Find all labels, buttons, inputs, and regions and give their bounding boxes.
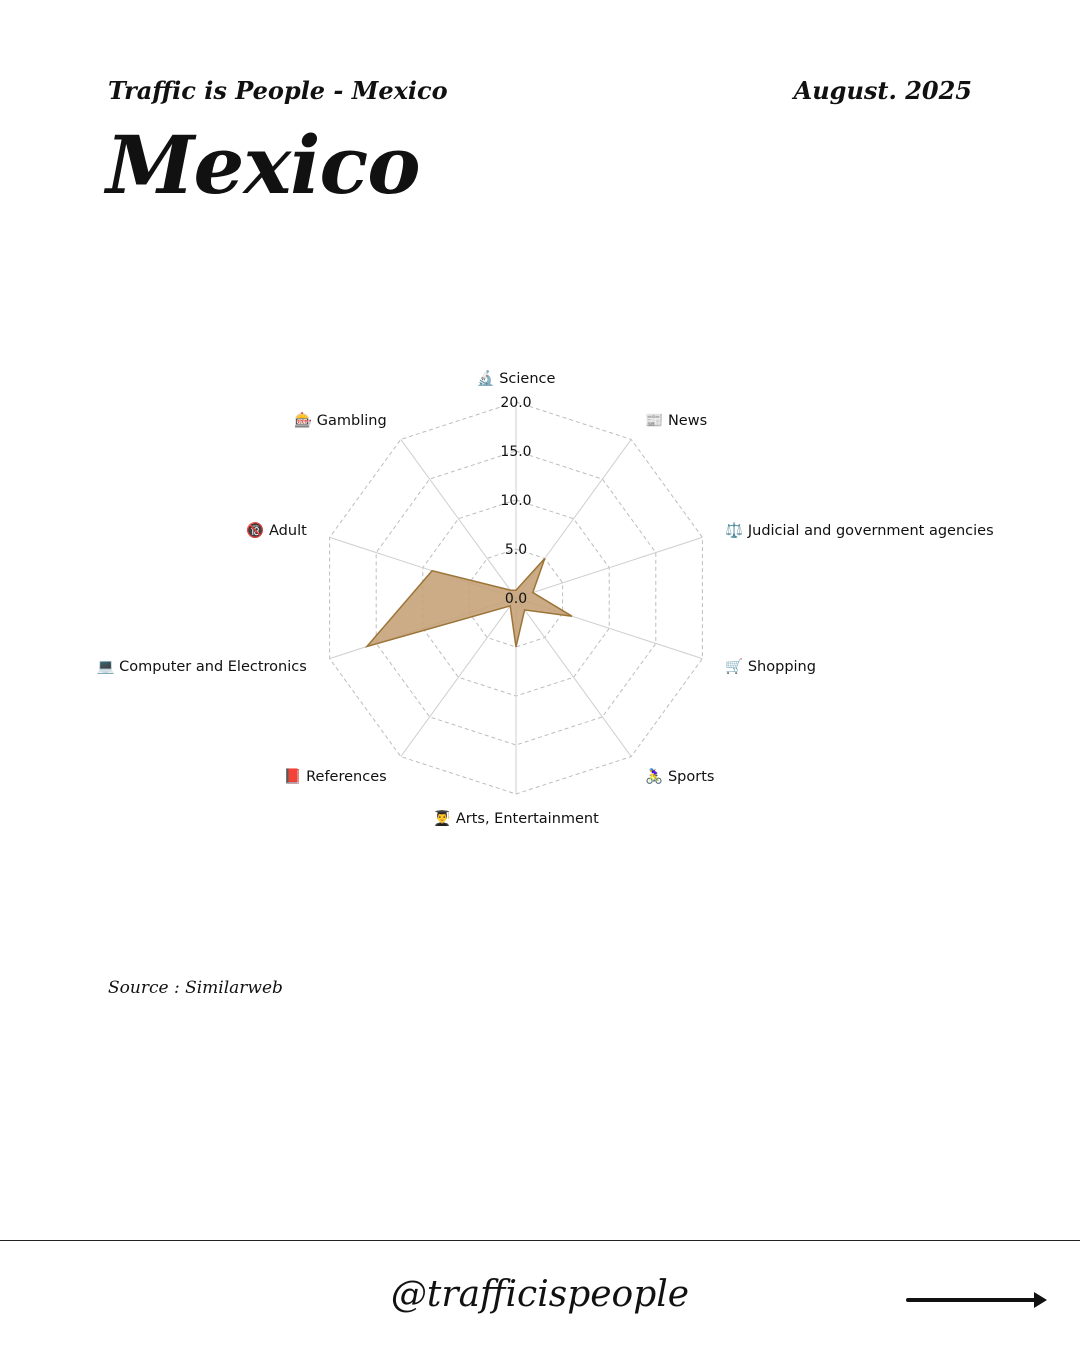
social-handle[interactable]: @trafficispeople [390, 1274, 690, 1315]
category-label-9: 🔞 Adult [246, 523, 307, 539]
category-label-6: 👨‍🎓 Arts, Entertainment [433, 811, 599, 827]
r-tick-label: 20.0 [500, 395, 532, 411]
category-label-1: 🔬 Science [476, 371, 556, 387]
category-label-8: 💻 Computer and Electronics [96, 659, 307, 675]
r-tick-label: 0.0 [504, 591, 528, 607]
category-label-4: 🛒 Shopping [725, 659, 816, 675]
footer-divider [0, 1240, 1080, 1241]
radar-category-labels [97, 369, 994, 827]
source-label: Source : Similarweb [108, 978, 283, 998]
r-tick-label: 15.0 [500, 444, 532, 460]
spoke-5 [516, 598, 631, 757]
radar-area [367, 558, 572, 647]
series-title: Traffic is People - Mexico [108, 76, 448, 105]
arrow-right-icon[interactable] [906, 1288, 1048, 1312]
spoke-10 [401, 439, 516, 598]
series-area [367, 558, 572, 647]
category-label-5: 🚴‍♀️ Sports [645, 769, 715, 785]
category-label-10: 🎰 Gambling [294, 413, 387, 429]
category-label-7: 📕 References [283, 769, 387, 785]
category-label-3: ⚖️ Judicial and government agencies [725, 523, 994, 539]
r-tick-label: 5.0 [504, 542, 528, 558]
category-label-2: 📰 News [645, 413, 708, 429]
date-label: August. 2025 [793, 76, 972, 105]
r-tick-label: 10.0 [500, 493, 532, 509]
page-title: Mexico [106, 118, 420, 212]
